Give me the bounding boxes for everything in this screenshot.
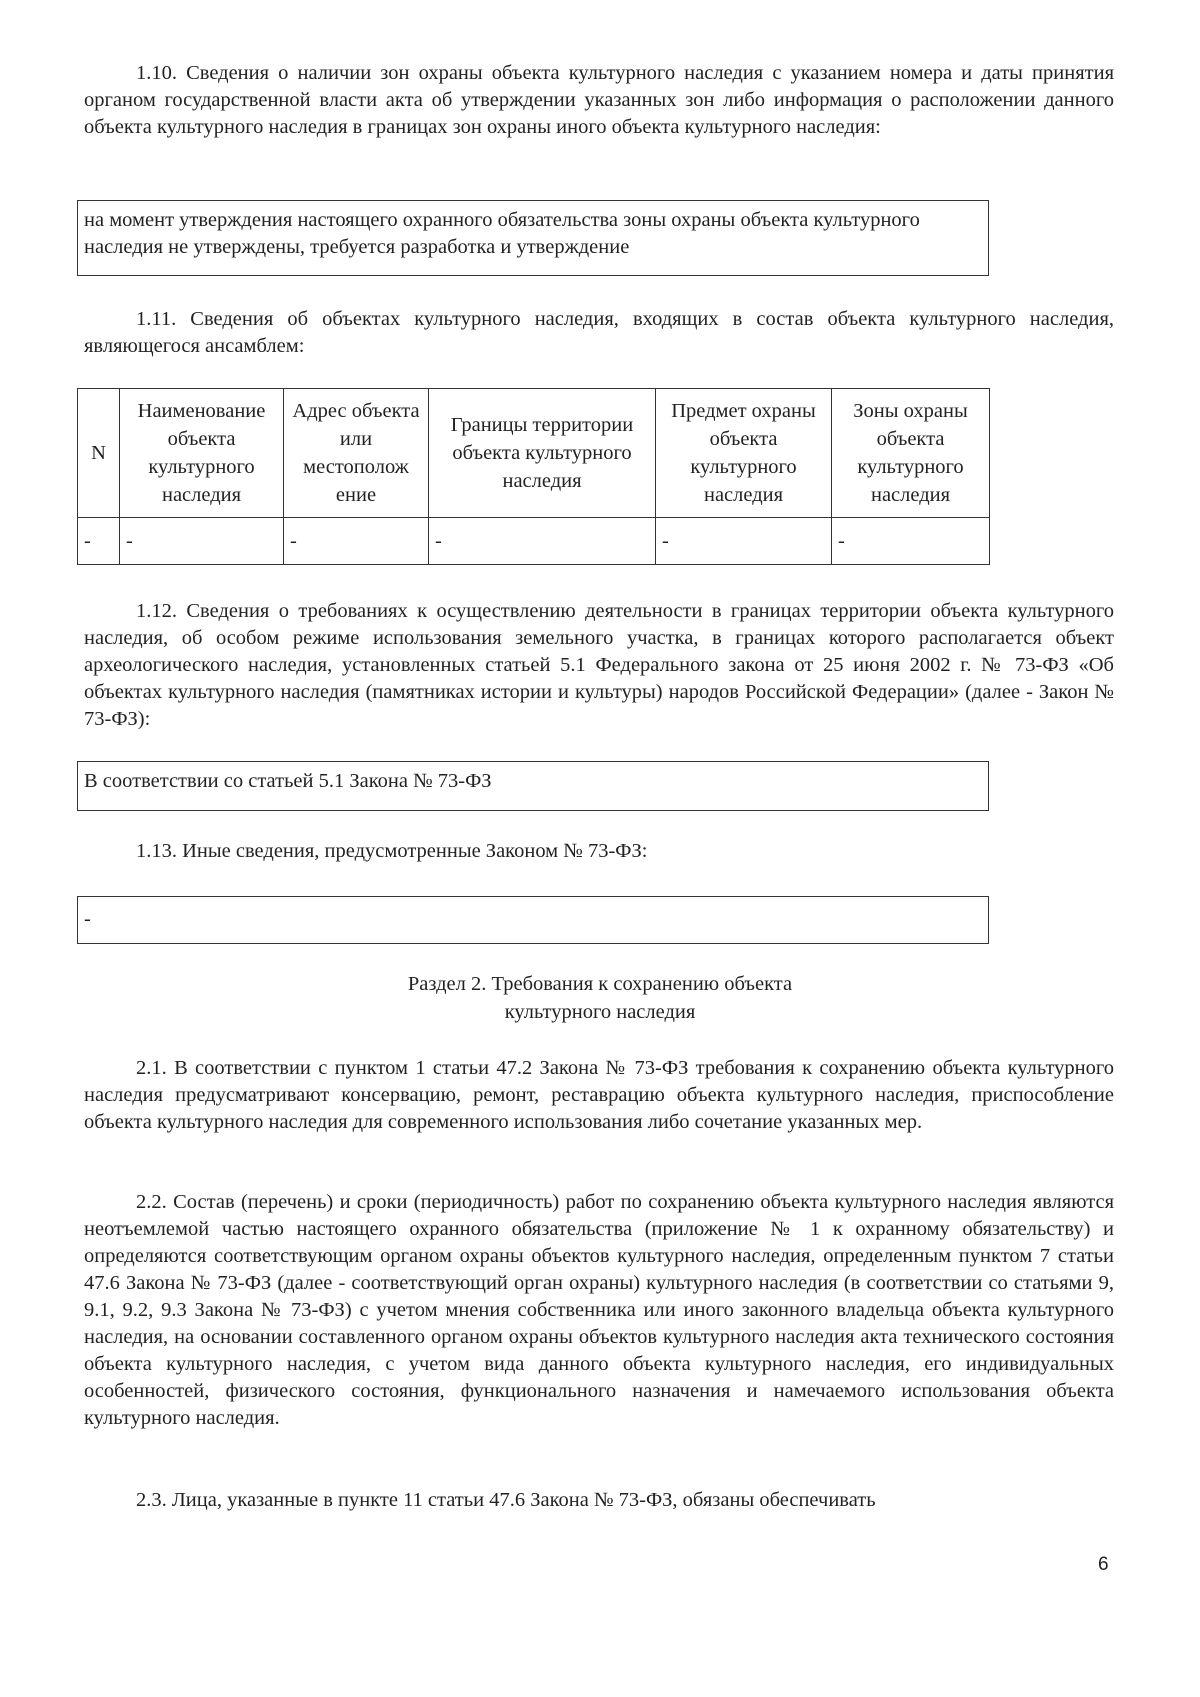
table-cell: - bbox=[120, 518, 284, 565]
paragraph-2-3 bbox=[84, 1487, 1114, 1514]
table-cell: - bbox=[429, 518, 656, 565]
page-number: 6 bbox=[1098, 1554, 1109, 1575]
box-1-13 bbox=[77, 896, 989, 944]
box-1-12 bbox=[77, 761, 989, 811]
box-1-12-text: В соответствии со статьей 5.1 Закона № 73-ФЗ bbox=[84, 770, 492, 792]
table-cell: - bbox=[656, 518, 832, 565]
paragraph-1-13 bbox=[84, 838, 1114, 865]
box-1-13-text: - bbox=[84, 908, 91, 930]
ensemble-table bbox=[77, 388, 990, 565]
box-1-10-text: на момент утверждения настоящего охранного обязательства зоны охраны объекта культурного наследия не утверждены, требуется разработка и утверждение bbox=[84, 209, 920, 258]
paragraph-1-12-text: 1.12. Сведения о требованиях к осуществлению деятельности в границах территории объекта культурного наследия, об особом режиме использования земельного участка, в границах которого располагается объект археологического наследия, установленных статьей 5.1 Федерального закона от 25 июня 2002 г. № 73-ФЗ «Об объектах культурного наследия (памятниках истории и культуры) народов Российской Федерации» (далее - Закон № 73-ФЗ): bbox=[84, 600, 1114, 730]
section-2-heading-line1: Раздел 2. Требования к сохранению объекта bbox=[407, 973, 793, 995]
table-row bbox=[78, 518, 990, 565]
paragraph-1-13-text: 1.13. Иные сведения, предусмотренные Законом № 73-ФЗ: bbox=[136, 840, 648, 862]
table-header-cell: N bbox=[78, 389, 120, 518]
paragraph-2-2-text: 2.2. Состав (перечень) и сроки (периодичность) работ по сохранению объекта культурного наследия являются неотъемлемой частью настоящего охранного обязательства (приложение № 1 к охранному обязательству) и определяются соответствующим органом охраны объектов культурного наследия, определенным пунктом 7 статьи 47.6 Закона № 73-ФЗ (далее - соответствующий орган охраны) культурного наследия (в соответствии со статьями 9, 9.1, 9.2, 9.3 Закона № 73-ФЗ) с учетом мнения собственника или иного законного владельца объекта культурного наследия, на основании составленного органом охраны объектов культурного наследия акта технического состояния объекта культурного наследия, с учетом вида данного объекта культурного наследия, его индивидуальных особенностей, физического состояния, функционального назначения и намечаемого использования объекта культурного наследия. bbox=[84, 1191, 1114, 1429]
paragraph-2-1 bbox=[84, 1055, 1114, 1136]
paragraph-2-3-text: 2.3. Лица, указанные в пункте 11 статьи 47.6 Закона № 73-ФЗ, обязаны обеспечивать bbox=[136, 1489, 876, 1511]
table-cell: - bbox=[78, 518, 120, 565]
table-header-cell: Наименование объекта культурного наследия bbox=[120, 389, 284, 518]
table-header-cell: Зоны охраны объекта культурного наследия bbox=[832, 389, 990, 518]
table-header-cell: Границы территории объекта культурного наследия bbox=[429, 389, 656, 518]
paragraph-2-2 bbox=[84, 1189, 1114, 1432]
paragraph-1-12 bbox=[84, 598, 1114, 733]
paragraph-2-1-text: 2.1. В соответствии с пунктом 1 статьи 47.2 Закона № 73-ФЗ требования к сохранению объекта культурного наследия предусматривают консервацию, ремонт, реставрацию объекта культурного наследия, приспособление объекта культурного наследия для современного использования либо сочетание указанных мер. bbox=[84, 1057, 1114, 1133]
paragraph-1-11-text: 1.11. Сведения об объектах культурного наследия, входящих в состав объекта культурного наследия, являющегося ансамблем: bbox=[84, 308, 1114, 357]
table-header-row bbox=[78, 389, 990, 518]
paragraph-1-10 bbox=[84, 60, 1114, 141]
paragraph-1-11 bbox=[84, 306, 1114, 360]
table-header-cell: Предмет охраны объекта культурного наследия bbox=[656, 389, 832, 518]
table-header-cell: Адрес объекта или местополож ение bbox=[284, 389, 429, 518]
section-2-heading bbox=[0, 970, 1200, 1026]
paragraph-1-10-text: 1.10. Сведения о наличии зон охраны объекта культурного наследия с указанием номера и даты принятия органом государственной власти акта об утверждении указанных зон либо информация о расположении данного объекта культурного наследия в границах зон охраны иного объекта культурного наследия: bbox=[84, 62, 1114, 138]
table-cell: - bbox=[832, 518, 990, 565]
section-2-heading-line2: культурного наследия bbox=[504, 1001, 696, 1023]
table-cell: - bbox=[284, 518, 429, 565]
box-1-10 bbox=[77, 200, 989, 276]
